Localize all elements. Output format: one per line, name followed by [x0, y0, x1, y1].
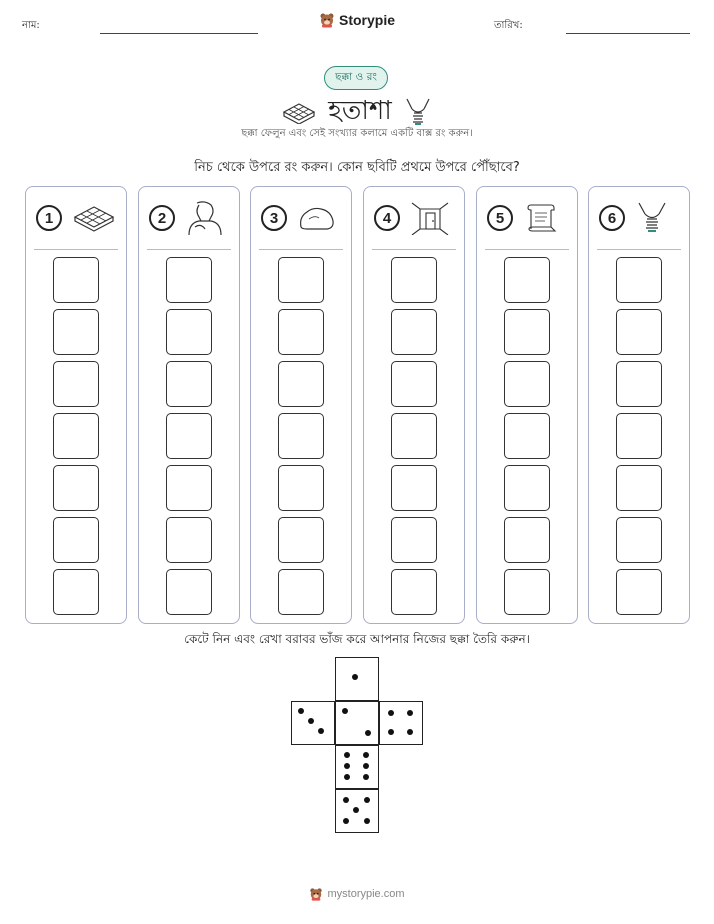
- dice-pip: [365, 730, 371, 736]
- color-box[interactable]: [616, 569, 662, 615]
- dice-pip: [352, 674, 358, 680]
- column-5-header: [487, 201, 569, 235]
- column-1: [25, 186, 127, 624]
- color-box[interactable]: [504, 517, 550, 563]
- color-box[interactable]: [166, 569, 212, 615]
- dice-pip: [388, 710, 394, 716]
- column-4-header: [374, 201, 456, 235]
- column-number: 2: [149, 205, 175, 231]
- sad-person-icon: [185, 201, 225, 235]
- dice-face-5: [335, 789, 379, 833]
- dice-pip: [342, 708, 348, 714]
- scroll-icon: [523, 201, 559, 235]
- dice-pip: [344, 774, 350, 780]
- color-box[interactable]: [53, 517, 99, 563]
- brand-name: Storypie: [338, 12, 395, 28]
- date-line[interactable]: [566, 33, 690, 34]
- dice-pip: [388, 729, 394, 735]
- column-2: [138, 186, 240, 624]
- color-box[interactable]: [391, 569, 437, 615]
- rock-icon: [297, 203, 337, 233]
- color-box[interactable]: [391, 517, 437, 563]
- color-box[interactable]: [504, 257, 550, 303]
- color-box[interactable]: [391, 309, 437, 355]
- color-box[interactable]: [616, 413, 662, 459]
- color-box[interactable]: [278, 465, 324, 511]
- color-box[interactable]: [391, 413, 437, 459]
- color-box[interactable]: [391, 257, 437, 303]
- color-box[interactable]: [53, 257, 99, 303]
- column-3: [250, 186, 352, 624]
- color-box[interactable]: [278, 309, 324, 355]
- date-label: তারিখ:: [494, 20, 523, 31]
- column-divider: [597, 249, 681, 250]
- name-label: নাম:: [22, 20, 40, 31]
- column-number: 1: [36, 205, 62, 231]
- color-box[interactable]: [391, 361, 437, 407]
- color-box[interactable]: [166, 517, 212, 563]
- color-box[interactable]: [616, 257, 662, 303]
- color-box[interactable]: [278, 413, 324, 459]
- name-line[interactable]: [100, 33, 258, 34]
- column-1-header: [36, 201, 118, 235]
- column-6: [588, 186, 690, 624]
- color-box[interactable]: [616, 517, 662, 563]
- color-box[interactable]: [53, 361, 99, 407]
- column-5: [476, 186, 578, 624]
- color-box[interactable]: [278, 517, 324, 563]
- column-number: 5: [487, 205, 513, 231]
- column-number: 6: [599, 205, 625, 231]
- dice-face-3: [291, 701, 335, 745]
- column-divider: [259, 249, 343, 250]
- blanket-icon: [72, 203, 116, 233]
- column-number: 4: [374, 205, 400, 231]
- color-box[interactable]: [504, 309, 550, 355]
- color-box[interactable]: [53, 569, 99, 615]
- color-box[interactable]: [504, 413, 550, 459]
- activity-badge: ছক্কা ও রং: [324, 66, 388, 90]
- color-box[interactable]: [278, 361, 324, 407]
- dice-pip: [407, 729, 413, 735]
- subtitle: ছক্কা ফেলুন এবং সেই সংখ্যার কলামে একটি বাক্স রং করুন।: [241, 128, 473, 139]
- color-box[interactable]: [616, 465, 662, 511]
- footer: [0, 887, 714, 901]
- column-divider: [34, 249, 118, 250]
- color-box[interactable]: [166, 361, 212, 407]
- color-box[interactable]: [278, 569, 324, 615]
- dice-pip: [363, 774, 369, 780]
- room-door-icon: [410, 201, 450, 235]
- color-box[interactable]: [278, 257, 324, 303]
- column-4: [363, 186, 465, 624]
- dice-pip: [308, 718, 314, 724]
- dice-face-2: [335, 701, 379, 745]
- color-box[interactable]: [616, 309, 662, 355]
- color-box[interactable]: [504, 361, 550, 407]
- dice-pip: [343, 818, 349, 824]
- color-box[interactable]: [616, 361, 662, 407]
- dice-pip: [407, 710, 413, 716]
- column-number: 3: [261, 205, 287, 231]
- blanket-icon: [282, 100, 316, 124]
- person-spring-icon: [404, 97, 432, 127]
- dice-pip: [298, 708, 304, 714]
- column-divider: [372, 249, 456, 250]
- color-box[interactable]: [166, 257, 212, 303]
- instruction: নিচ থেকে উপরে রং করুন। কোন ছবিটি প্রথমে উপরে পৌঁছাবে?: [194, 160, 520, 175]
- dice-pip: [353, 807, 359, 813]
- cut-instruction: কেটে নিন এবং রেখা বরাবর ভাঁজ করে আপনার নিজের ছক্কা তৈরি করুন।: [184, 632, 530, 646]
- dice-pip: [364, 797, 370, 803]
- dice-pip: [318, 728, 324, 734]
- column-divider: [485, 249, 569, 250]
- color-box[interactable]: [53, 465, 99, 511]
- bear-mascot-icon: [319, 12, 335, 28]
- color-box[interactable]: [166, 413, 212, 459]
- dice-pip: [344, 752, 350, 758]
- dice-pip: [343, 797, 349, 803]
- column-3-header: [261, 201, 343, 235]
- dice-pip: [364, 818, 370, 824]
- person-spring-icon: [635, 201, 669, 235]
- color-box[interactable]: [504, 465, 550, 511]
- column-6-header: [599, 201, 681, 235]
- color-box[interactable]: [391, 465, 437, 511]
- brand-logo: [0, 12, 714, 28]
- column-2-header: [149, 201, 231, 235]
- color-box[interactable]: [53, 413, 99, 459]
- bear-mascot-icon: [309, 887, 323, 901]
- dice-face-1: [335, 657, 379, 701]
- page-title: হতাশা: [328, 96, 392, 126]
- color-box[interactable]: [504, 569, 550, 615]
- dice-pip: [363, 752, 369, 758]
- dice-face-6: [335, 745, 379, 789]
- color-box[interactable]: [166, 309, 212, 355]
- column-divider: [147, 249, 231, 250]
- color-box[interactable]: [53, 309, 99, 355]
- color-box[interactable]: [166, 465, 212, 511]
- dice-pip: [363, 763, 369, 769]
- dice-pip: [344, 763, 350, 769]
- dice-face-4: [379, 701, 423, 745]
- footer-url[interactable]: mystorypie.com: [327, 888, 405, 900]
